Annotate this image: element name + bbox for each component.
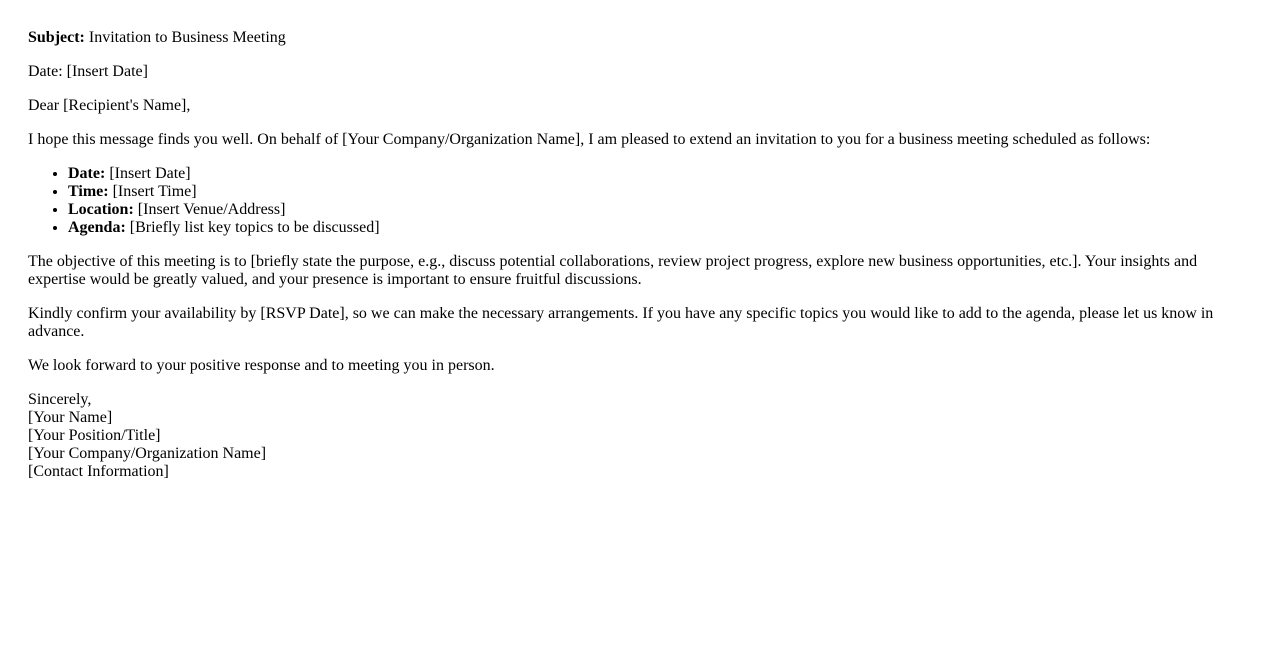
detail-value: [Briefly list key topics to be discussed] <box>125 219 380 236</box>
list-item-location <box>68 201 1250 219</box>
detail-value: [Insert Time] <box>108 183 197 200</box>
detail-label: Location: <box>68 201 134 218</box>
subject-value: Invitation to Business Meeting <box>84 29 286 46</box>
signature-position: [Your Position/Title] <box>28 427 161 444</box>
closing-paragraph: We look forward to your positive response and to meeting you in person. <box>28 357 495 374</box>
signature-contact: [Contact Information] <box>28 463 169 480</box>
list-item-time <box>68 183 1250 201</box>
subject-label: Subject: <box>28 29 85 46</box>
signature-name: [Your Name] <box>28 409 113 426</box>
detail-label: Time: <box>68 183 109 200</box>
objective-paragraph: The objective of this meeting is to [briefly state the purpose, e.g., discuss potential collaborations, review project progress, explore new business opportunities, etc.]. Your insights and expertise would be greatly valued, and your presence is important to ensure fruitful discussions. <box>28 253 1198 288</box>
detail-label: Date: <box>68 165 106 182</box>
subject-line <box>28 29 1250 47</box>
meeting-details-list <box>28 165 1250 237</box>
intro-paragraph: I hope this message finds you well. On behalf of [Your Company/Organization Name], I am pleased to extend an invitation to you for a business meeting scheduled as follows: <box>28 131 1151 148</box>
detail-value: [Insert Date] <box>105 165 191 182</box>
detail-value: [Insert Venue/Address] <box>133 201 286 218</box>
date-line: Date: [Insert Date] <box>28 63 148 80</box>
signature-closing: Sincerely, <box>28 391 92 408</box>
detail-label: Agenda: <box>68 219 126 236</box>
list-item-date <box>68 165 1250 183</box>
salutation: Dear [Recipient's Name], <box>28 97 191 114</box>
signature-company: [Your Company/Organization Name] <box>28 445 267 462</box>
signature-block <box>28 391 1250 481</box>
rsvp-paragraph: Kindly confirm your availability by [RSVP Date], so we can make the necessary arrangements. If you have any specific topics you would like to add to the agenda, please let us know in advance. <box>28 305 1214 340</box>
list-item-agenda <box>68 219 1250 237</box>
